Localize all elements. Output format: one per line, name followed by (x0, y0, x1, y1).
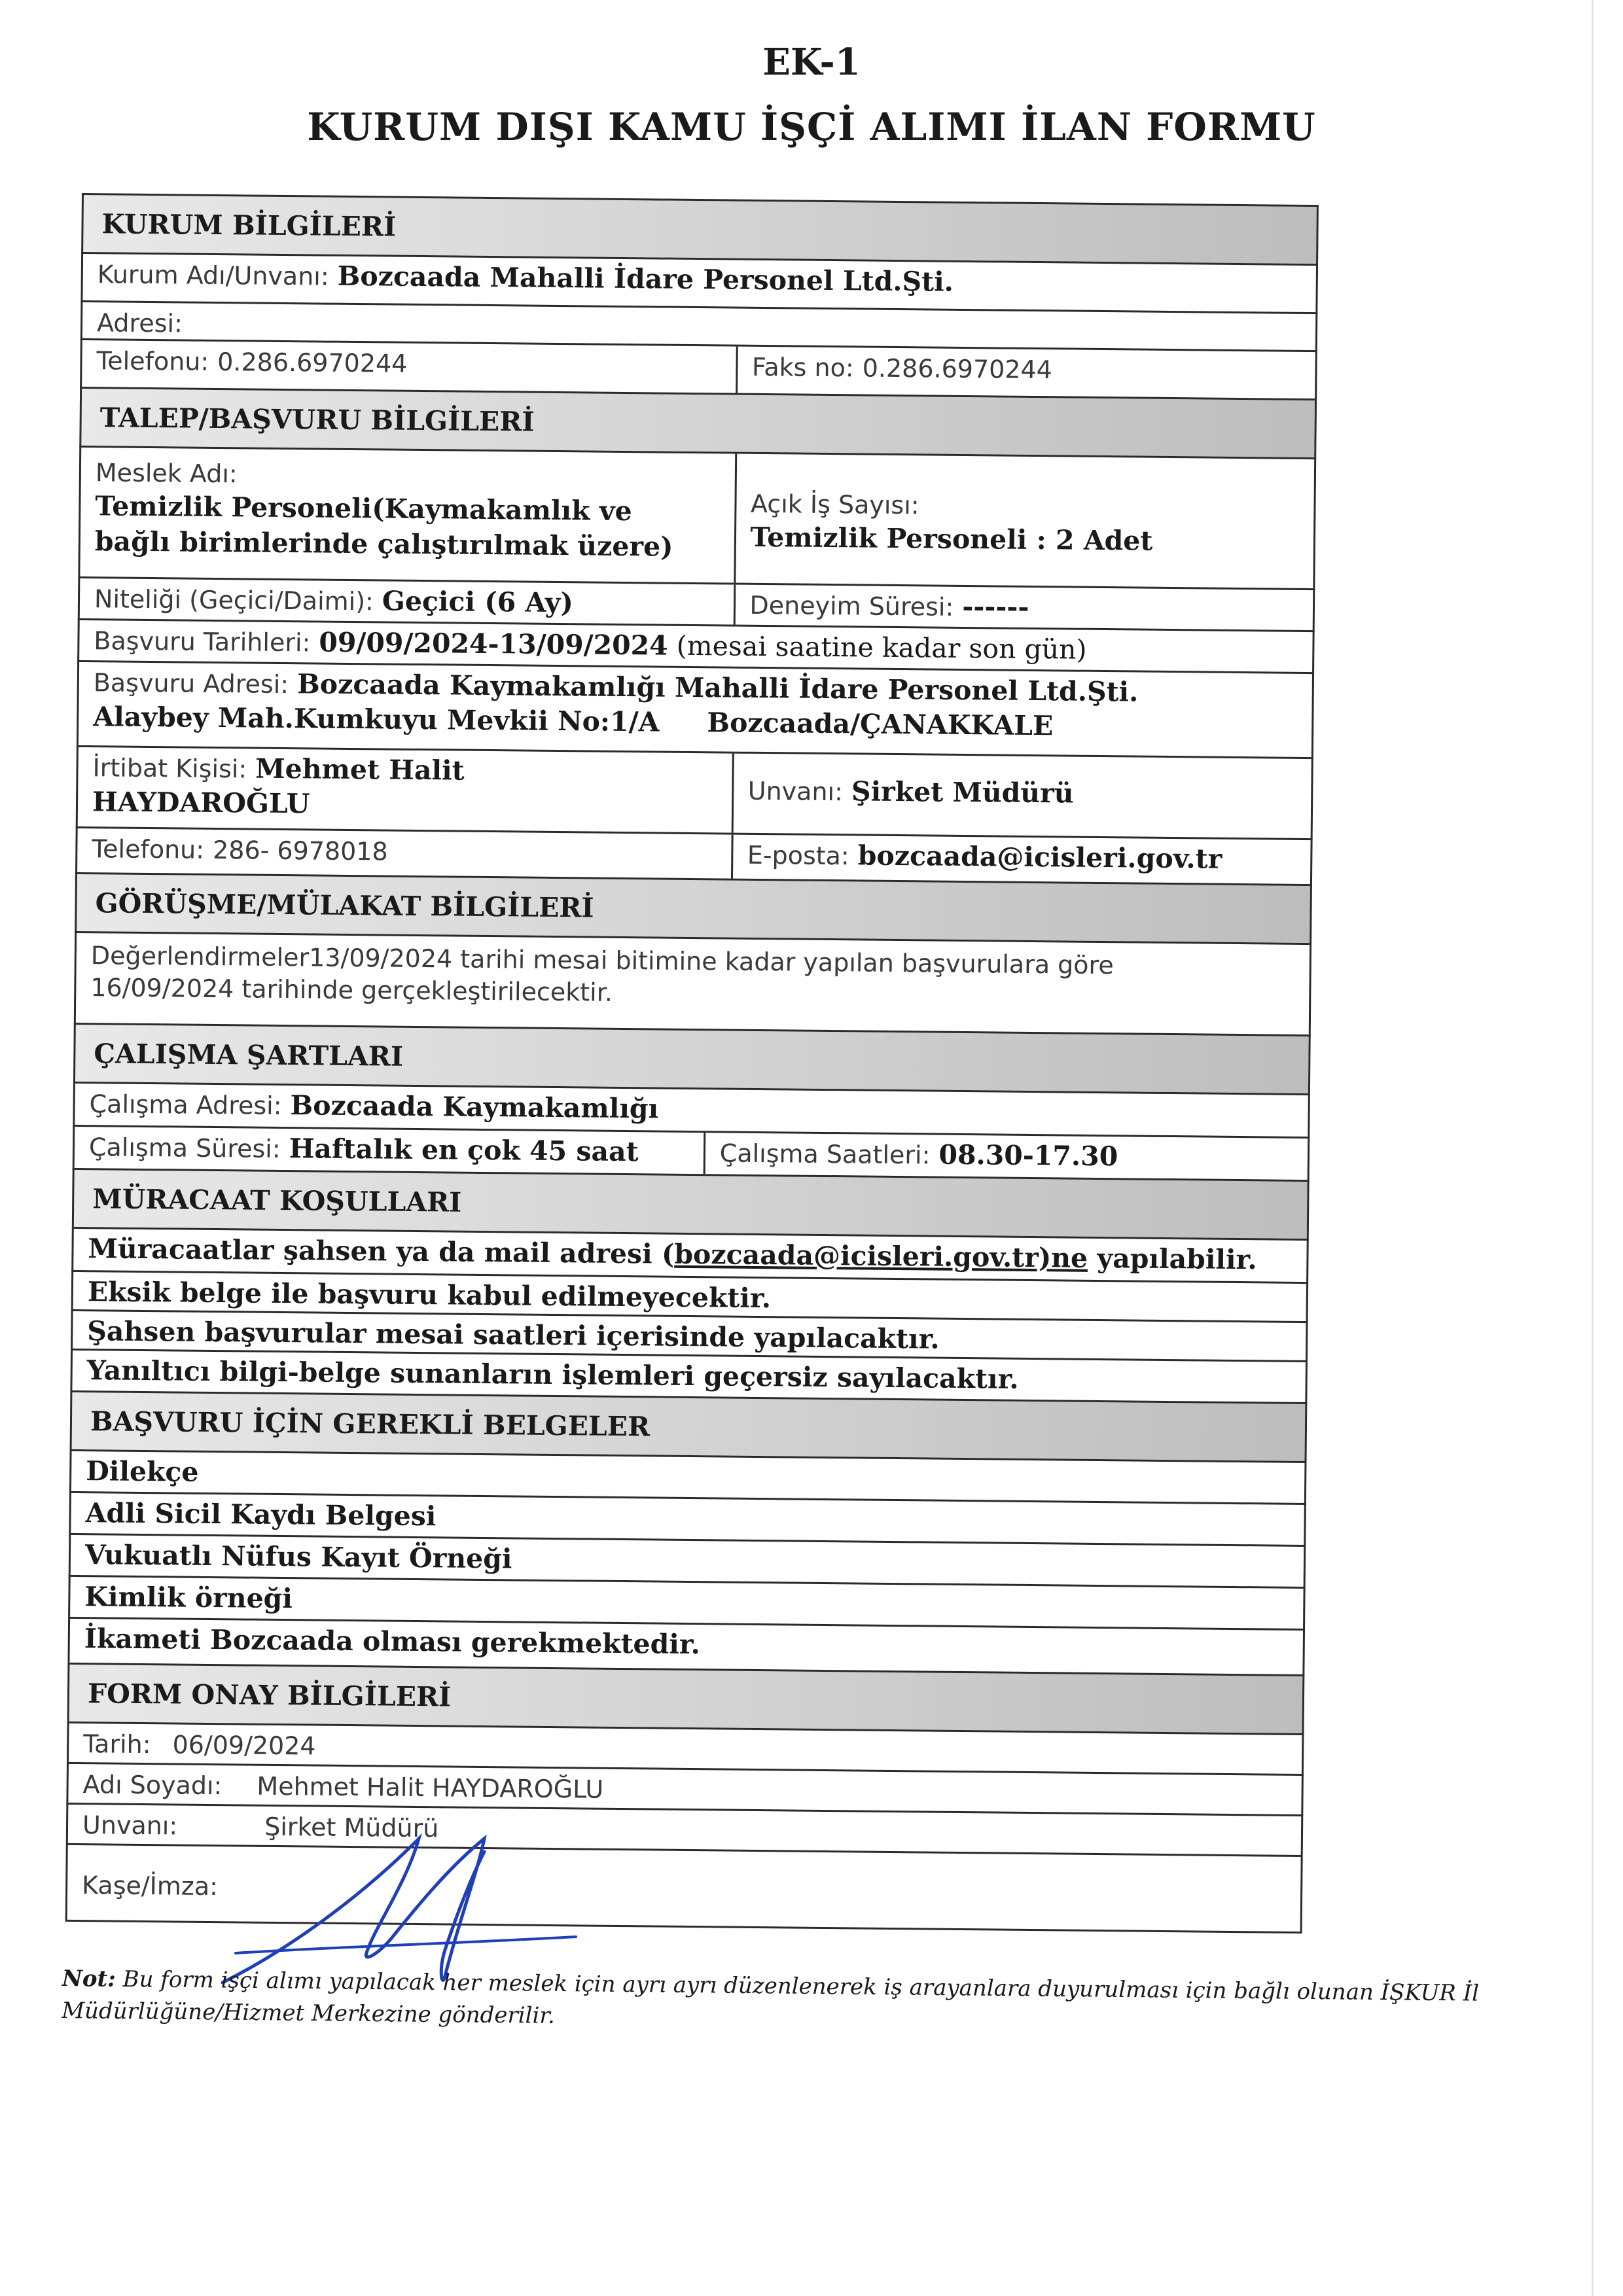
calisma-sure-label: Çalışma Süresi: (88, 1133, 281, 1163)
note-label: Not: (62, 1965, 116, 1992)
basvuru-tarih-label: Başvuru Tarihleri: (94, 626, 311, 658)
section-belgeler: BAŞVURU İÇİN GEREKLİ BELGELER (70, 1390, 1308, 1461)
note-text: Bu form işçi alımı yapılacak her meslek için ayrı ayrı düzenlenerek iş arayanlara duyurulması için bağlı olunan İŞKUR İl Müdürlüğüne/Hizmet Merkezine gönderilir. (62, 1966, 1480, 2030)
belge-item-label: Kimlik örneği (84, 1581, 293, 1615)
muracaat-line-1a: Müracaatlar şahsen ya da mail adresi ( (88, 1233, 675, 1270)
acik-is-value: Temizlik Personeli : 2 Adet (750, 521, 1153, 557)
section-talep: TALEP/BAŞVURU BİLGİLERİ (79, 387, 1317, 457)
irtibat-tel-value: 286- 6978018 (212, 835, 388, 866)
gorusme-line-2: 16/09/2024 tarihinde gerçekleştirilecektir. (90, 973, 613, 1008)
irtibat-value-1: Mehmet Halit (255, 752, 465, 786)
belge-item-label: Vukuatlı Nüfus Kayıt Örneği (84, 1539, 512, 1575)
kurum-fax-label: Faks no: (751, 352, 854, 383)
meslek-value-1: Temizlik Personeli(Kaymakamlık ve (95, 490, 632, 527)
irtibat-tel-label: Telefonu: (92, 834, 205, 864)
section-calisma: ÇALIŞMA ŞARTLARI (73, 1023, 1311, 1093)
belge-item-label: Dilekçe (86, 1455, 199, 1488)
onay-ad-label: Adı Soyadı: (82, 1770, 223, 1801)
irtibat-eposta-value: bozcaada@icisleri.gov.tr (857, 839, 1222, 875)
section-kurum: KURUM BİLGİLERİ (81, 193, 1319, 264)
belge-item-label: Adli Sicil Kaydı Belgesi (85, 1497, 437, 1532)
irtibat-unvan-value: Şirket Müdürü (851, 775, 1074, 809)
nitelik-label: Niteliği (Geçici/Daimi): (94, 584, 374, 616)
annex-label: EK-1 (762, 41, 861, 84)
row-meslek (78, 446, 1316, 588)
irtibat-eposta-label: E-posta: (747, 840, 849, 871)
onay-kase-label: Kaşe/İmza: (81, 1871, 219, 1901)
nitelik-value: Geçici (6 Ay) (382, 585, 574, 619)
row-irtibat (76, 745, 1313, 838)
meslek-label: Meslek Adı: (95, 458, 238, 489)
muracaat-email-link[interactable]: bozcaada@icisleri.gov.tr)ne (674, 1238, 1088, 1274)
irtibat-unvan-label: Unvanı: (747, 776, 844, 807)
onay-tarih-label: Tarih: (83, 1729, 151, 1759)
calisma-sure-value: Haftalık en çok 45 saat (289, 1133, 639, 1168)
calisma-adres-label: Çalışma Adresi: (89, 1089, 282, 1120)
page-edge (1592, 0, 1594, 2296)
calisma-saat-value: 08.30-17.30 (938, 1139, 1118, 1173)
muracaat-line-3: Şahsen başvurular mesai saatleri içerisinde yapılacaktır. (87, 1315, 940, 1355)
kurum-phone-label: Telefonu: (96, 346, 209, 376)
basvuru-adres-value-2: Alaybey Mah.Kumkuyu Mevkii No:1/A (93, 701, 660, 738)
deneyim-value: ------ (962, 590, 1029, 623)
kurum-fax-value: 0.286.6970244 (862, 353, 1053, 385)
section-muracaat: MÜRACAAT KOŞULLARI (72, 1168, 1310, 1239)
belge-item-label: İkameti Bozcaada olması gerekmektedir. (84, 1623, 701, 1661)
onay-tarih-value: 06/09/2024 (172, 1730, 316, 1761)
acik-is-label: Açık İş Sayısı: (750, 489, 919, 520)
basvuru-adres-label: Başvuru Adresi: (93, 668, 289, 699)
muracaat-line-2: Eksik belge ile başvuru kabul edilmeyecektir. (87, 1276, 772, 1315)
gorusme-line-1: Değerlendirmeler13/09/2024 tarihi mesai bitimine kadar yapılan başvurulara göre (90, 941, 1114, 980)
section-onay: FORM ONAY BİLGİLERİ (67, 1663, 1305, 1733)
row-gorusme (74, 931, 1311, 1034)
meslek-value-2: bağlı birimlerinde çalıştırılmak üzere) (94, 525, 673, 563)
calisma-saat-label: Çalışma Saatleri: (719, 1139, 931, 1170)
onay-unvan-label: Unvanı: (82, 1810, 178, 1841)
muracaat-line-1c: yapılabilir. (1087, 1242, 1257, 1276)
kurum-name-label: Kurum Adı/Unvanı: (97, 260, 329, 291)
kurum-address-label: Adresi: (96, 308, 183, 338)
form-title: KURUM DIŞI KAMU İŞÇİ ALIMI İLAN FORMU (307, 105, 1316, 149)
muracaat-line-4: Yanıltıcı bilgi-belge sunanların işlemleri geçersiz sayılacaktır. (86, 1354, 1019, 1395)
onay-unvan-value: Şirket Müdürü (264, 1812, 439, 1843)
footer-note (62, 1963, 1489, 2042)
basvuru-adres-value-1: Bozcaada Kaymakamlığı Mahalli İdare Personel Ltd.Şti. (296, 668, 1139, 708)
basvuru-tarih-note: (mesai saatine kadar son gün) (676, 629, 1087, 665)
kurum-phone-value: 0.286.6970244 (217, 347, 408, 378)
calisma-adres-value: Bozcaada Kaymakamlığı (290, 1089, 659, 1125)
basvuru-tarih-value: 09/09/2024-13/09/2024 (319, 626, 668, 662)
basvuru-adres-value-3: Bozcaada/ÇANAKKALE (707, 707, 1054, 742)
section-gorusme: GÖRÜŞME/MÜLAKAT BİLGİLERİ (75, 872, 1312, 943)
kurum-name-value: Bozcaada Mahalli İdare Personel Ltd.Şti. (337, 260, 954, 298)
form-table (65, 193, 1319, 1934)
onay-ad-value: Mehmet Halit HAYDAROĞLU (257, 1771, 604, 1804)
row-basvuru-adres (77, 660, 1314, 757)
deneyim-label: Deneyim Süresi: (749, 590, 954, 622)
irtibat-label: İrtibat Kişisi: (92, 753, 247, 784)
irtibat-value-2: HAYDAROĞLU (92, 786, 310, 820)
